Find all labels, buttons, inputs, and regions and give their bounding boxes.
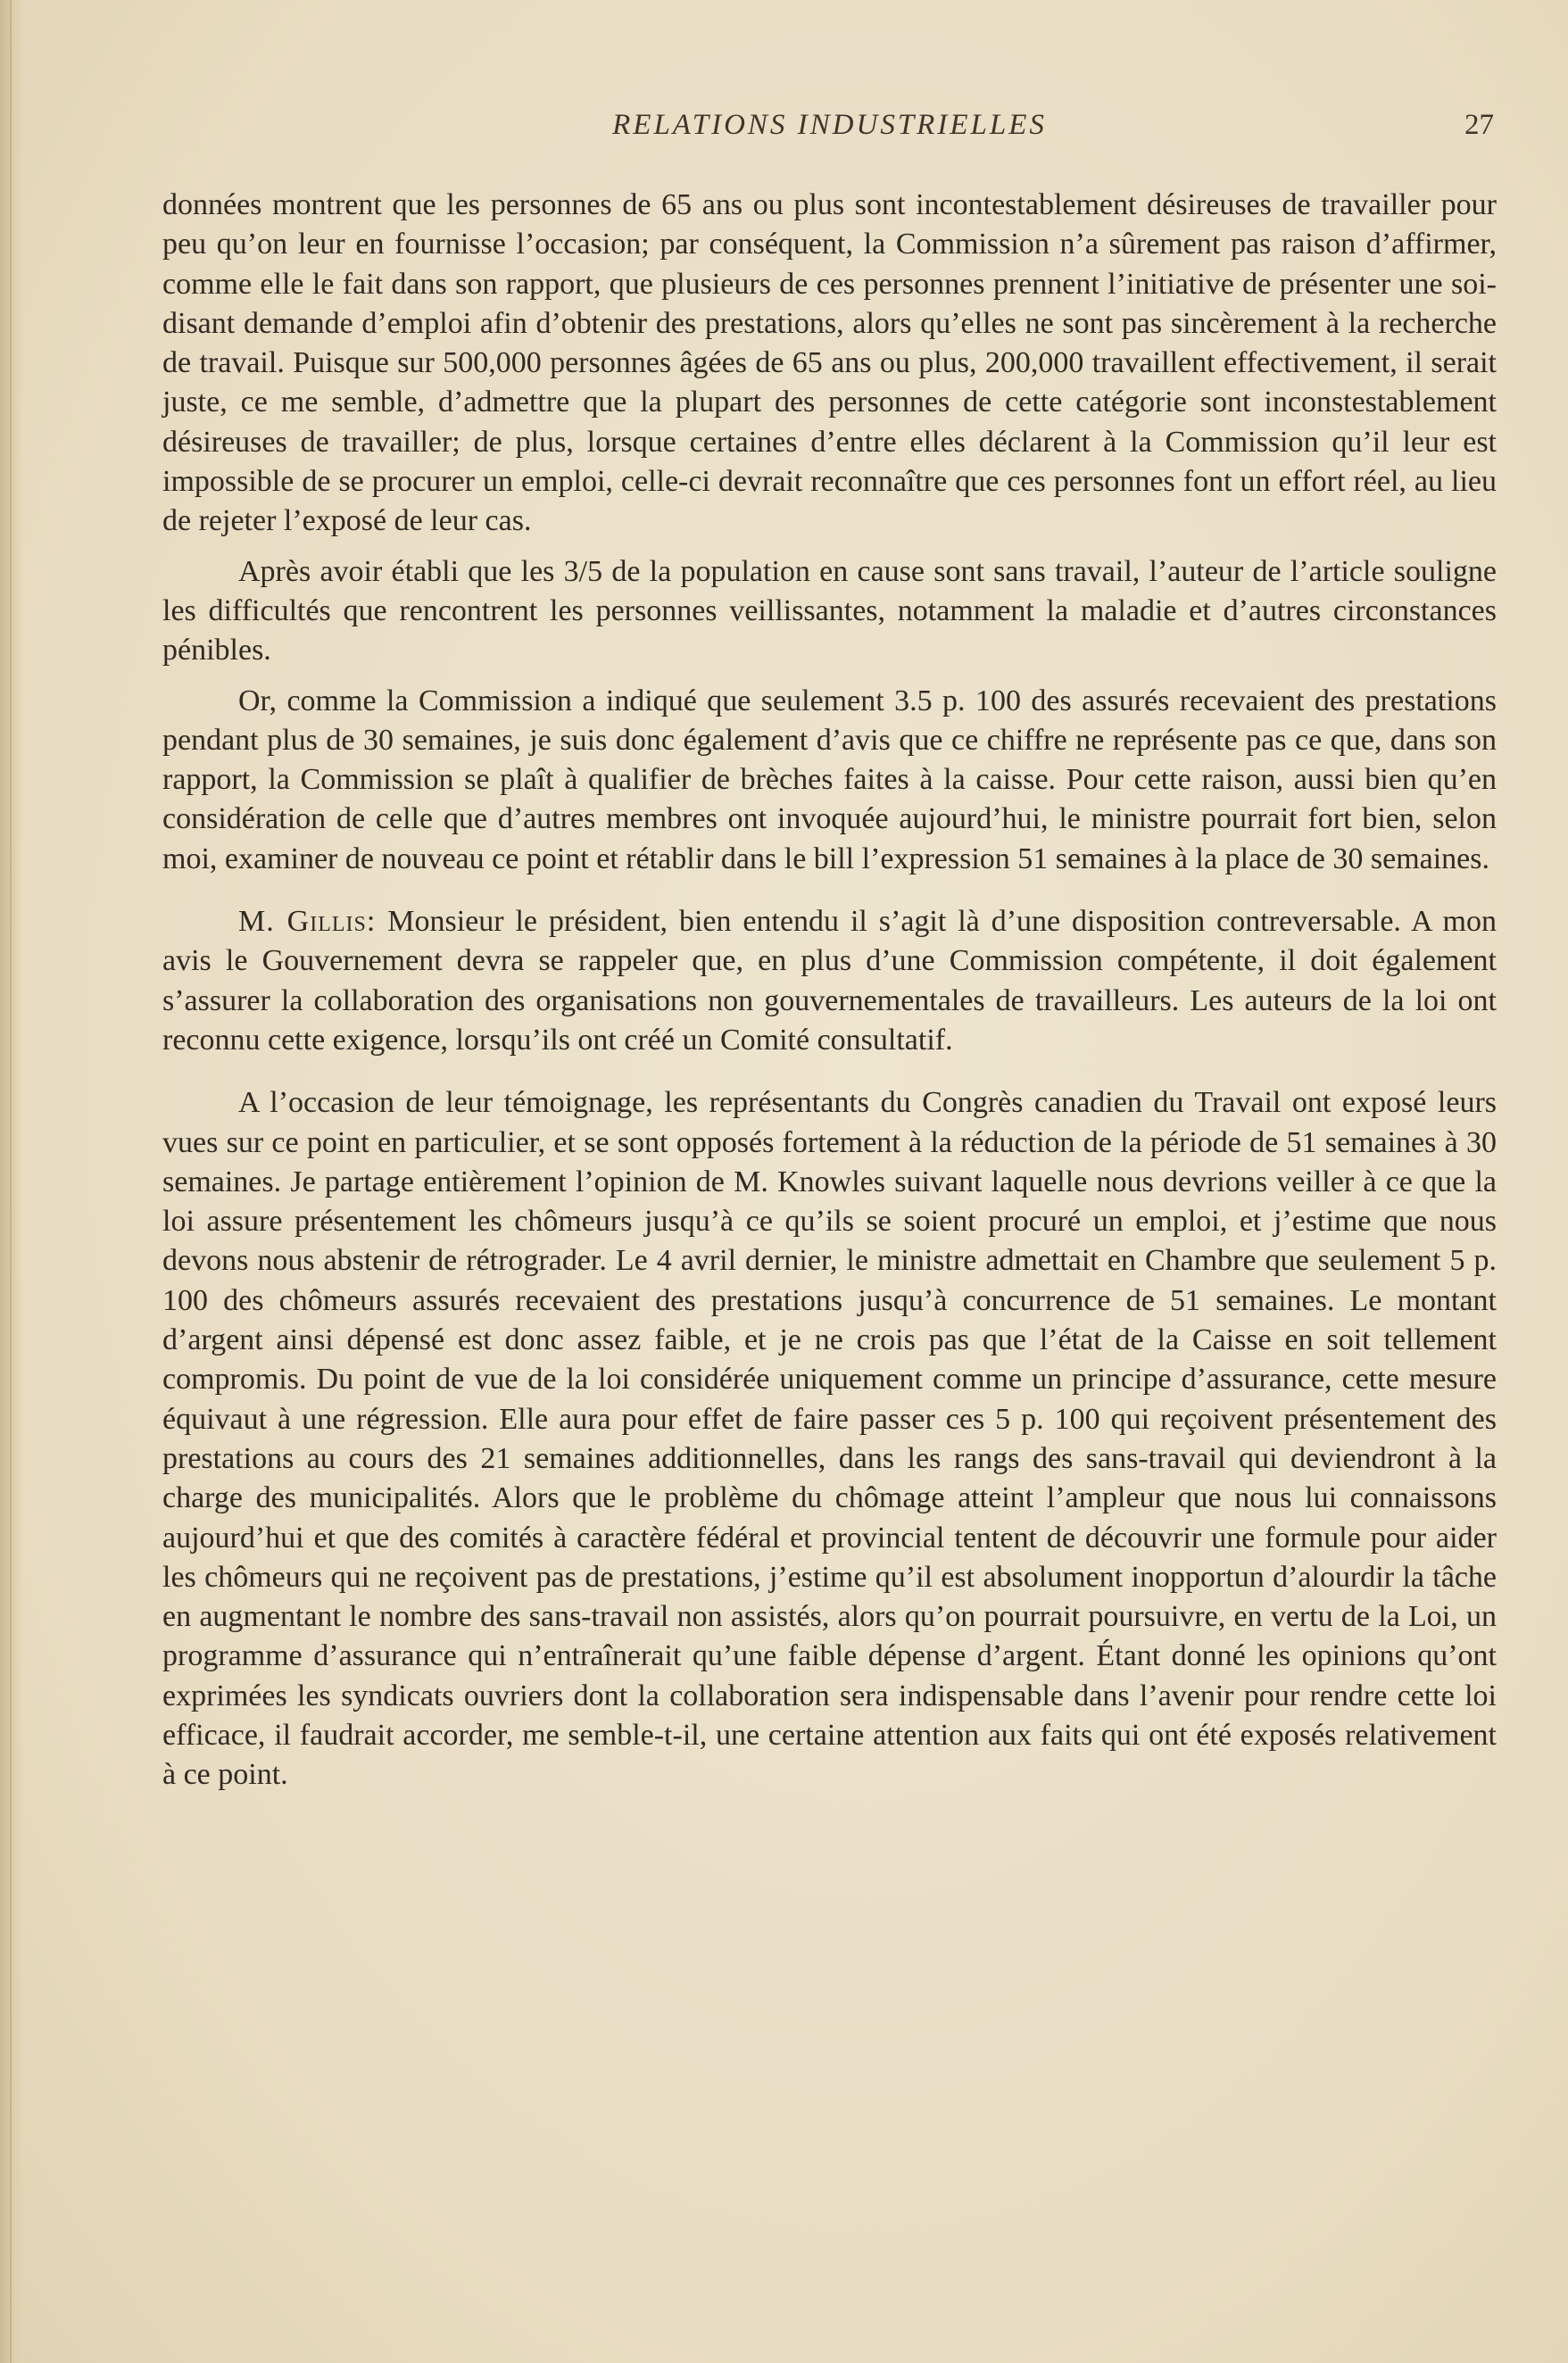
paragraph-2: Après avoir établi que les 3/5 de la population en cause sont sans travail, l’auteur de l’article souligne les difficultés que rencontrent les personnes veillissantes, notamment la maladie et d’autres circonstances pénibles. bbox=[162, 554, 1497, 667]
paragraph-4-text: Monsieur le président, bien entendu il s’agit là d’une disposition contreversable. A mon avis le Gouvernement devra se rappeler que, en plus d’une Commission compétente, il doit également s’assurer la collaboration des organisations non gouvernementales de travailleurs. Les auteurs de la loi ont reconnu cette exigence, lorsqu’ils ont créé un Comité consultatif. bbox=[162, 905, 1497, 1057]
page-number: 27 bbox=[1464, 109, 1494, 141]
paragraph-5: A l’occasion de leur témoignage, les représentants du Congrès canadien du Travail ont exposé leurs vues sur ce point en particulier, et se sont opposés fortement à la réduction de la période de 51 semaines à 30 semaines. Je partage entièrement l’opinion de M. Knowles suivant laquelle nous devrions veiller à ce que la loi assure présentement les chômeurs jusqu’à ce qu’ils se soient procuré un emploi, et j’estime que nous devons nous abstenir de rétrograder. Le 4 avril dernier, le ministre admettait en Chambre que seulement 5 p. 100 des chômeurs assurés recevaient des prestations jusqu’à concurrence de 51 semaines. Le montant d’argent ainsi dépensé est donc assez faible, et je ne crois pas que l’état de la Caisse en soit tellement compromis. Du point de vue de la loi considérée uniquement comme un principe d’assurance, cette mesure équivaut à une régression. Elle aura pour effet de faire passer ces 5 p. 100 qui reçoivent présentement des prestations au cours des 21 semaines additionnelles, dans les rangs des sans-travail qui deviendront à la charge des municipalités. Alors que le problème du chômage atteint l’ampleur que nous lui connaissons aujourd’hui et que des comités à caractère fédéral et provincial tentent de découvrir une formule pour aider les chômeurs qui ne reçoivent pas de prestations, j’estime qu’il est absolument inopportun d’alourdir la tâche en augmentant le nombre des sans-travail non assistés, alors qu’on pourrait poursuivre, en vertu de la Loi, un programme d’assurance qui n’entraînerait qu’une faible dépense d’argent. Étant donné les opinions qu’ont exprimées les syndicats ouvriers dont la collaboration sera indispensable dans l’avenir pour rendre cette loi efficace, il faudrait accorder, me semble-t-il, une certaine attention aux faits qui ont été exposés relativement à ce point. bbox=[162, 1086, 1497, 1792]
binding-line bbox=[10, 0, 12, 2363]
speaker-name: M. Gillis: bbox=[238, 905, 377, 939]
page-binding-edge bbox=[0, 0, 23, 2363]
running-title: RELATIONS INDUSTRIELLES bbox=[612, 109, 1047, 141]
page-header bbox=[162, 105, 1497, 150]
paragraph-3: Or, comme la Commission a indiqué que seulement 3.5 p. 100 des assurés recevaient des prestations pendant plus de 30 semaines, je suis donc également d’avis que ce chiffre ne représente pas ce que, dans son rapport, la Commission se plaît à qualifier de brèches faites à la caisse. Pour cette raison, aussi bien qu’en considération de celle que d’autres membres ont invoquée aujourd’hui, le ministre pourrait fort bien, selon moi, examiner de nouveau ce point et rétablir dans le bill l’expression 51 semaines à la place de 30 semaines. bbox=[162, 684, 1497, 875]
paragraph-4 bbox=[162, 902, 1497, 1060]
body-text bbox=[162, 186, 1497, 1795]
paragraph-1: données montrent que les personnes de 65 ans ou plus sont incontestablement désireuses de travailler pour peu qu’on leur en fournisse l’occasion; par conséquent, la Commission n’a sûrement pas raison d’affirmer, comme elle le fait dans son rapport, que plusieurs de ces personnes prennent l’initiative de présenter une soi-disant demande d’emploi afin d’obtenir des prestations, alors qu’elles ne sont pas sincèrement à la recherche de travail. Puisque sur 500,000 personnes âgées de 65 ans ou plus, 200,000 travaillent effectivement, il serait juste, ce me semble, d’admettre que la plupart des personnes de cette catégorie sont inconstestablement désireuses de travailler; de plus, lorsque certaines d’entre elles déclarent à la Commission qu’il leur est impossible de se procurer un emploi, celle-ci devrait reconnaître que ces personnes font un effort réel, au lieu de rejeter l’exposé de leur cas. bbox=[162, 188, 1497, 538]
